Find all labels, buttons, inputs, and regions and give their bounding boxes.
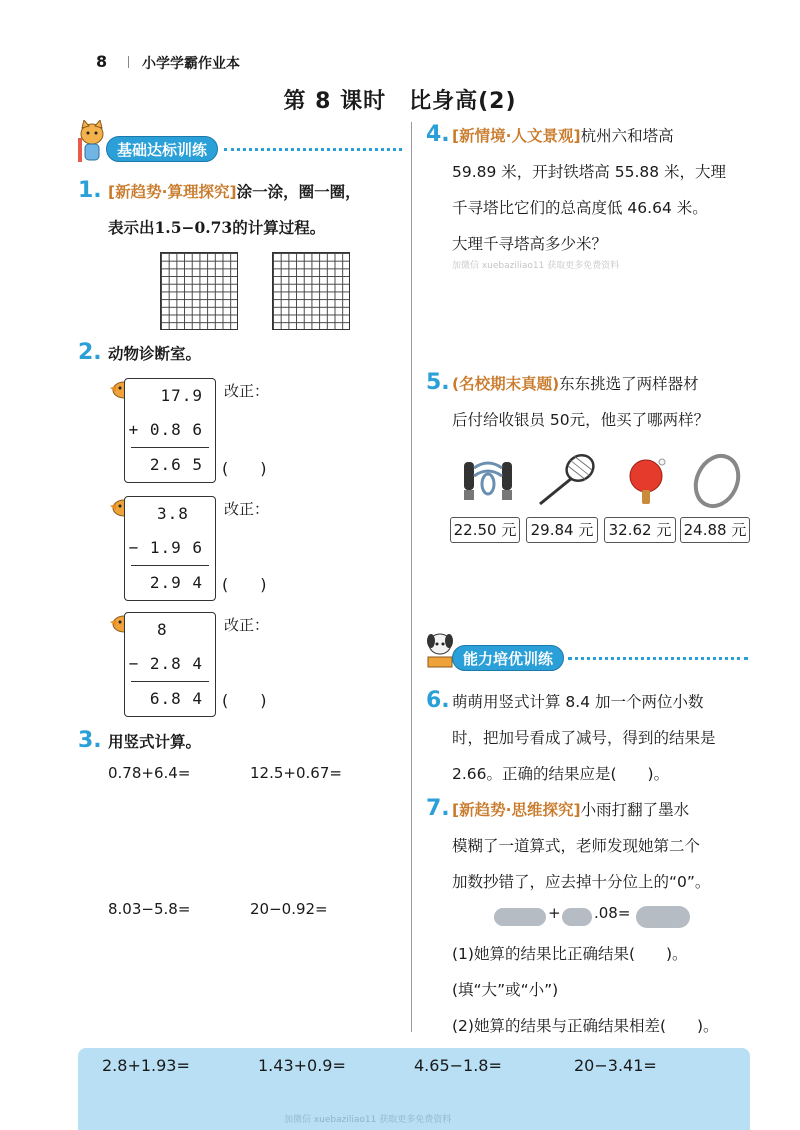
q3-expr-1: 0.78+6.4= bbox=[108, 764, 191, 782]
hundred-grid-2[interactable] bbox=[272, 252, 350, 330]
banner-dots bbox=[568, 657, 748, 660]
q1-text-b-pre: 表示出 bbox=[108, 219, 155, 237]
q6-line1: 萌萌用竖式计算 8.4 加一个两位小数 bbox=[452, 693, 704, 711]
q2-number: 2. bbox=[78, 340, 102, 365]
section-banner-basic bbox=[76, 136, 406, 162]
q1-expression: 1.5−0.73 bbox=[154, 218, 233, 237]
q4-line3: 千寻塔比它们的总高度低 46.64 米。 bbox=[452, 199, 708, 217]
bottom-expr-2: 1.43+0.9= bbox=[258, 1056, 346, 1075]
q7-line2: 模糊了一道算式，老师发现她第二个 bbox=[452, 837, 701, 855]
q1-line2 bbox=[108, 210, 325, 246]
q4-line1 bbox=[452, 118, 674, 154]
q7-eq-plus: + bbox=[548, 904, 561, 922]
q7-sub2: (2)她算的结果与正确结果相差( )。 bbox=[452, 1017, 719, 1035]
correct-label-3: 改正： bbox=[224, 616, 270, 634]
book-title: 小学学霸作业本 bbox=[142, 56, 240, 72]
bottom-expr-4: 20−3.41= bbox=[574, 1056, 657, 1075]
q1-number: 1. bbox=[78, 178, 102, 203]
q6-line2: 时，把加号看成了减号，得到的结果是 bbox=[452, 729, 716, 747]
answer-paren-1[interactable]: ( ) bbox=[222, 459, 267, 478]
dog-mascot-icon bbox=[424, 631, 456, 673]
ink-blot-2 bbox=[562, 908, 592, 926]
q3-expr-3: 8.03−5.8= bbox=[108, 900, 191, 918]
section-title-advanced: 能力培优训练 bbox=[452, 645, 564, 671]
calc-3-mid: − 2.8 4 bbox=[128, 654, 203, 673]
q5-line2: 后付给收银员 50元，他买了哪两样？ bbox=[452, 411, 710, 429]
ink-blot-3 bbox=[636, 906, 690, 928]
calc-2-result: 2.9 4 bbox=[149, 573, 203, 592]
section-banner-advanced bbox=[424, 645, 750, 671]
q5-line1-text: 东东挑选了两样器材 bbox=[559, 375, 699, 393]
calc-box-2 bbox=[124, 496, 216, 601]
ping-pong-paddle-icon bbox=[624, 458, 668, 506]
chest-expander-icon bbox=[460, 456, 516, 506]
q4-line1-text: 杭州六和塔高 bbox=[580, 127, 674, 145]
lesson-title: 第 8 课时 比身高(2) bbox=[283, 89, 517, 114]
header-divider bbox=[128, 56, 129, 68]
q5-line1 bbox=[452, 366, 699, 402]
calc-box-1 bbox=[124, 378, 216, 483]
column-divider bbox=[411, 122, 412, 1032]
hundred-grid-1[interactable] bbox=[160, 252, 238, 330]
q4-tag: [新情境·人文景观] bbox=[452, 127, 581, 145]
watermark-top: 加微信 xuebaziliao11 获取更多免费资料 bbox=[452, 261, 620, 271]
q2-title: 动物诊断室。 bbox=[108, 345, 202, 363]
q3-number: 3. bbox=[78, 728, 102, 753]
badminton-racket-icon bbox=[536, 452, 598, 508]
bottom-expr-1: 2.8+1.93= bbox=[102, 1056, 190, 1075]
q3-expr-2: 12.5+0.67= bbox=[250, 764, 342, 782]
q5-tag: (名校期末真题) bbox=[452, 375, 560, 393]
q7-line1 bbox=[452, 792, 689, 828]
q7-eq-mid: .08= bbox=[594, 904, 631, 922]
calc-1-mid: + 0.8 6 bbox=[128, 420, 203, 439]
cat-mascot-icon bbox=[76, 120, 108, 166]
q3-title: 用竖式计算。 bbox=[108, 733, 202, 751]
calc-1-result: 2.6 5 bbox=[149, 455, 203, 474]
ink-blot-1 bbox=[494, 908, 546, 926]
calc-2-mid: − 1.9 6 bbox=[128, 538, 203, 557]
price-tag-3: 32.62 元 bbox=[604, 517, 676, 543]
q4-line4: 大理千寻塔高多少米？ bbox=[452, 235, 608, 253]
answer-paren-2[interactable]: ( ) bbox=[222, 575, 267, 594]
q4-number: 4. bbox=[426, 122, 450, 147]
correct-label-2: 改正： bbox=[224, 500, 270, 518]
price-tag-2: 29.84 元 bbox=[526, 517, 598, 543]
hula-hoop-icon bbox=[690, 452, 744, 510]
q7-tag: [新趋势·思维探究] bbox=[452, 801, 581, 819]
page-number: 8 bbox=[96, 52, 108, 71]
banner-dots bbox=[224, 148, 402, 151]
q1-text-b-post: 的计算过程。 bbox=[232, 219, 326, 237]
q4-line2: 59.89 米，开封铁塔高 55.88 米，大理 bbox=[452, 163, 727, 181]
q7-sub1: (1)她算的结果比正确结果( )。 bbox=[452, 945, 688, 963]
calc-2-top: 3.8 bbox=[157, 504, 189, 523]
q3-expr-4: 20−0.92= bbox=[250, 900, 328, 918]
q1-tag: [新趋势·算理探究] bbox=[108, 183, 237, 201]
price-tag-1: 22.50 元 bbox=[450, 517, 520, 543]
bottom-expr-3: 4.65−1.8= bbox=[414, 1056, 502, 1075]
q5-number: 5. bbox=[426, 370, 450, 395]
q1-text-a: 涂一涂，圈一圈， bbox=[236, 183, 361, 201]
calc-3-top: 8 bbox=[157, 620, 168, 639]
watermark-bottom: 加微信 xuebaziliao11 获取更多免费资料 bbox=[284, 1115, 452, 1125]
price-tag-4: 24.88 元 bbox=[680, 517, 750, 543]
correct-label-1: 改正： bbox=[224, 382, 270, 400]
q7-number: 7. bbox=[426, 796, 450, 821]
section-title-basic: 基础达标训练 bbox=[106, 136, 218, 162]
calc-3-result: 6.8 4 bbox=[149, 689, 203, 708]
q1-line1 bbox=[108, 174, 361, 210]
q7-sub1b: (填“大”或“小”) bbox=[452, 981, 559, 999]
answer-paren-3[interactable]: ( ) bbox=[222, 691, 267, 710]
q7-line3: 加数抄错了，应去掉十分位上的“0”。 bbox=[452, 873, 711, 891]
calc-box-3 bbox=[124, 612, 216, 717]
q7-line1-text: 小雨打翻了墨水 bbox=[580, 801, 690, 819]
calc-1-top: 17.9 bbox=[160, 386, 203, 405]
q6-number: 6. bbox=[426, 688, 450, 713]
q6-line3: 2.66。正确的结果应是( )。 bbox=[452, 765, 670, 783]
